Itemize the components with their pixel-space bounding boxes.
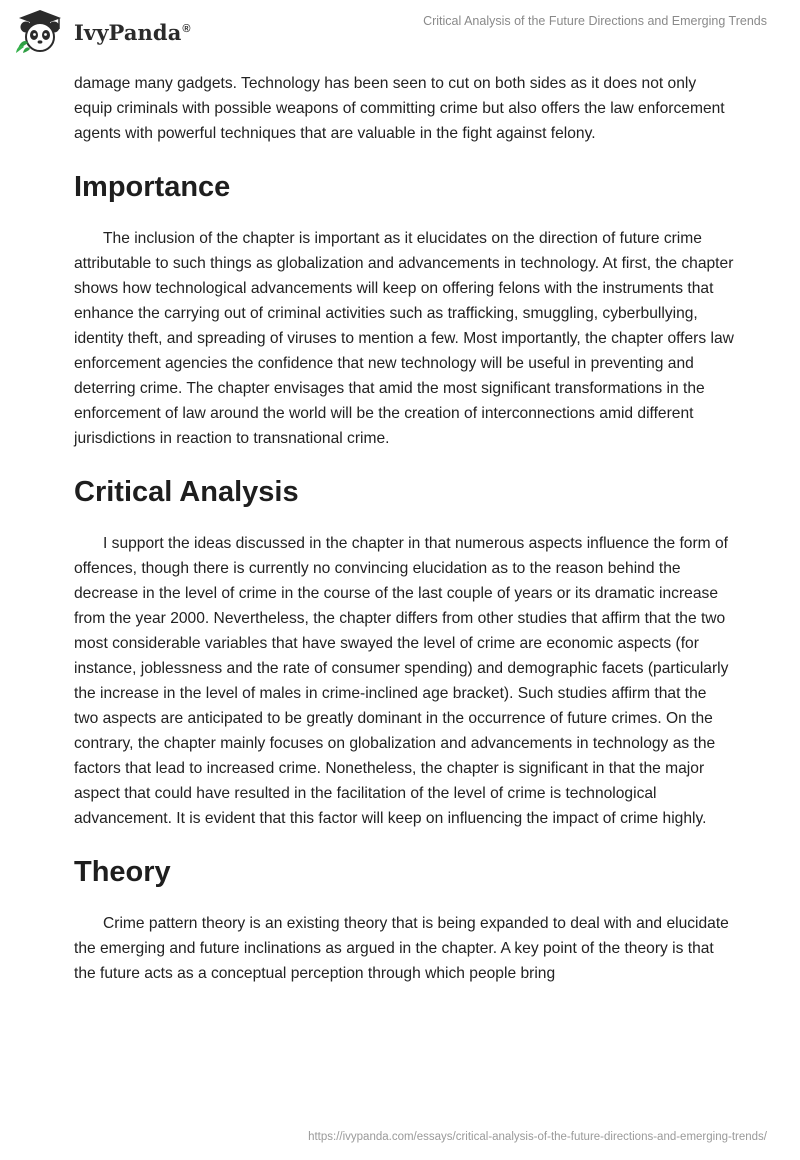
section-paragraph-theory: Crime pattern theory is an existing theory that is being expanded to deal with and elucidate the emerging and future inclinations as argued in the chapter. A key point of the theory is that the future acts as a conceptual perception through which people bring	[74, 915, 729, 982]
registered-mark: ®	[182, 22, 191, 35]
section-heading-critical-analysis: Critical Analysis	[74, 476, 299, 508]
source-url[interactable]: https://ivypanda.com/essays/critical-analysis-of-the-future-directions-and-emerging-trends/	[308, 1131, 767, 1143]
essay-content	[74, 71, 734, 986]
page-header	[0, 0, 800, 60]
section-heading-theory: Theory	[74, 856, 171, 888]
intro-paragraph: damage many gadgets. Technology has been seen to cut on both sides as it does not only equip criminals with possible weapons of committing crime but also offers the law enforcement agents with powerful techniques that are valuable in the fight against felony.	[74, 75, 725, 142]
section-heading-importance: Importance	[74, 171, 231, 203]
document-title: Critical Analysis of the Future Directions and Emerging Trends	[423, 14, 767, 28]
brand-name: IvyPanda®	[74, 19, 191, 45]
section-paragraph-critical-analysis: I support the ideas discussed in the chapter in that numerous aspects influence the form of offences, though there is currently no convincing elucidation as to the reason behind the decrease in the level of crime in the course of the last couple of years or its dramatic increase from the year 2000. Nevertheless, the chapter differs from other studies that affirm that the two most considerable variables that have swayed the level of crime are economic aspects (for instance, joblessness and the rate of consumer spending) and demographic facets (particularly the increase in the level of males in crime-inclined age bracket). Such studies affirm that the two aspects are anticipated to be greatly dominant in the occurrence of future crimes. On the contrary, the chapter mainly focuses on globalization and advancements in technology as the factors that lead to increased crime. Nonetheless, the chapter is significant in that the major aspect that could have resulted in the facilitation of the level of crime is technological advancement. It is evident that this factor will keep on influencing the impact of crime highly.	[74, 535, 729, 827]
panda-graduate-icon	[14, 9, 66, 55]
section-paragraph-importance: The inclusion of the chapter is important as it elucidates on the direction of future crime attributable to such things as globalization and advancements in technology. At first, the chapter shows how technological advancements will keep on offering felons with the instruments that enhance the carrying out of criminal activities such as trafficking, smuggling, cyberbullying, identity theft, and spreading of viruses to mention a few. Most importantly, the chapter offers law enforcement agencies the confidence that new technology will be useful in preventing and deterring crime. The chapter envisages that amid the most significant transformations in the enforcement of law around the world will be the creation of interconnections amid different jurisdictions in reaction to transnational crime.	[74, 230, 734, 447]
ivypanda-logo[interactable]	[14, 9, 191, 55]
